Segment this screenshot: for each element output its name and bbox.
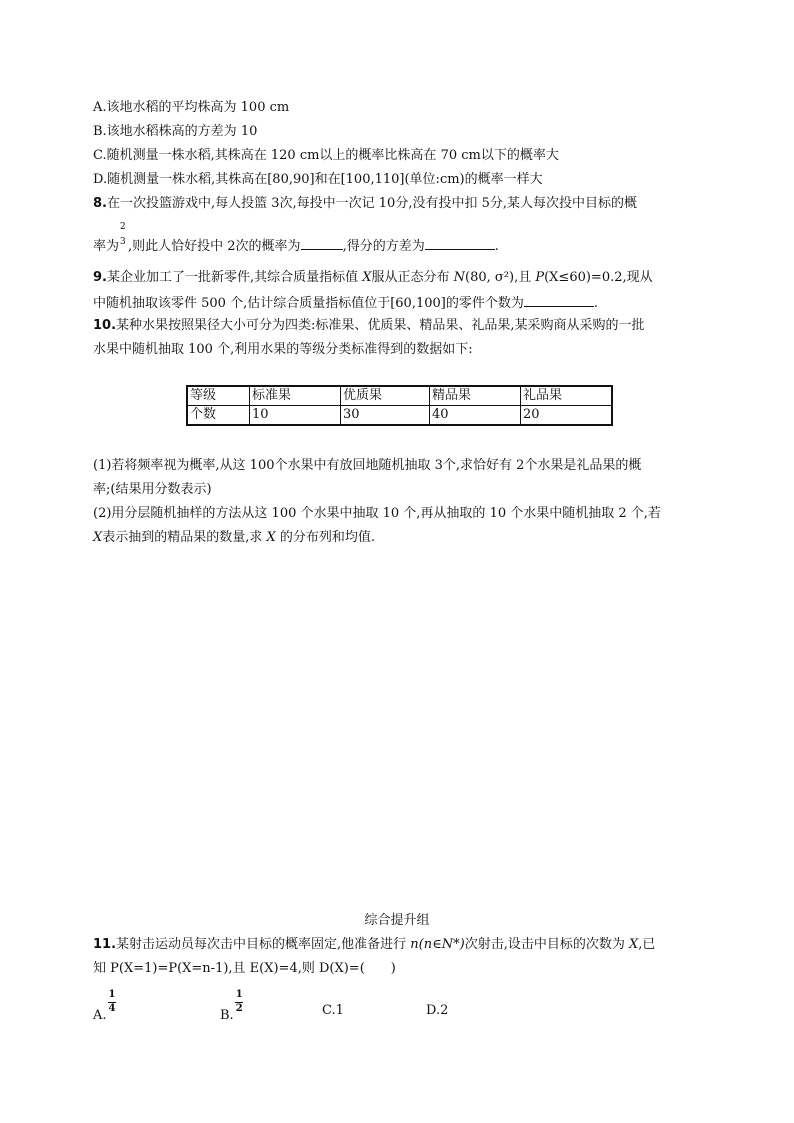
q10-part1-line2: 率;(结果用分数表示) (93, 482, 212, 497)
q8-blank-2[interactable] (425, 237, 495, 250)
option-a-prev: A.该地水稻的平均株高为 100 cm (93, 100, 290, 115)
table-header-cell: 优质果 (341, 386, 430, 406)
q9-var-p: P (535, 270, 545, 285)
q8-line2 (93, 222, 499, 255)
q10-line1 (93, 318, 645, 334)
q11-option-b-num: 1 (235, 989, 243, 1000)
q10-line2: 水果中随机抽取 100 个,利用水果的等级分类标准得到的数据如下: (93, 342, 473, 357)
table-cell: 个数 (187, 406, 250, 426)
q9-number: 9. (93, 270, 107, 285)
q11-option-d[interactable]: D.2 (426, 1003, 449, 1018)
table-cell: 30 (341, 406, 430, 426)
q11-option-b[interactable] (220, 989, 246, 1024)
q8-text-2d: . (494, 239, 499, 254)
q11-option-a[interactable] (93, 989, 119, 1024)
q10-var-x: X (93, 530, 103, 545)
q10-number: 10. (93, 318, 117, 333)
q10-text-2b: 的分布列和均值. (275, 530, 376, 545)
q8-blank-1[interactable] (301, 237, 343, 250)
q8-fraction (119, 222, 128, 250)
q9-blank[interactable] (524, 294, 594, 307)
option-c-prev: C.随机测量一株水稻,其株高在 120 cm以上的概率比株高在 70 cm以下的概率大 (93, 148, 559, 163)
table-header-cell: 等级 (187, 386, 250, 406)
q9-var-x: X (362, 270, 372, 285)
q11-text-1a: 某射击运动员每次击中目标的概率固定,他准备进行 (116, 937, 411, 952)
q8-fraction-den: 3 (120, 237, 126, 247)
q9-text-1a: 某企业加工了一批新零件,其综合质量指标值 (106, 270, 363, 285)
option-b-prev: B.该地水稻株高的方差为 10 (93, 124, 258, 139)
q10-part2-line1: (2)用分层随机抽样的方法从这 100 个水果中抽取 10 个,再从抽取的 10 个水果中随机抽取 2 个,若 (93, 506, 661, 521)
table-header-cell: 礼品果 (521, 386, 613, 406)
q8-fraction-num: 2 (120, 222, 126, 232)
q9-text-1c: (80, σ²),且 (465, 270, 536, 285)
q9-text-1b: 服从正态分布 (371, 270, 454, 285)
q11-line2: 知 P(X=1)=P(X=n-1),且 E(X)=4,则 D(X)=( ) (93, 961, 396, 976)
q10-text-1: 某种水果按照果径大小可分为四类:标准果、优质果、精品果、礼品果,某采购商从采购的一批 (116, 318, 645, 333)
q8-text-1: 在一次投篮游戏中,每人投篮 3次,每投中一次记 10分,没有投中扣 5分,某人每次投中目标的概 (106, 196, 637, 211)
q10-part1-line1: (1)若将频率视为概率,从这 100个水果中有放回地随机抽取 3个,求恰好有 2个水果是礼品果的概 (93, 458, 642, 473)
q10-text-2a: 表示抽到的精品果的数量,求 (102, 530, 267, 545)
q11-line1 (93, 937, 655, 953)
q11-var-x: X (628, 937, 639, 952)
table-header-cell: 标准果 (250, 386, 341, 406)
q9-var-n: N (453, 270, 466, 285)
table-header-cell: 精品果 (430, 386, 521, 406)
q8-text-2c: ,得分的方差为 (342, 239, 425, 254)
option-d-prev: D.随机测量一株水稻,其株高在[80,90]和在[100,110](单位:cm)的概率一样大 (93, 172, 543, 187)
table-cell: 40 (430, 406, 521, 426)
q9-text-2b: . (593, 296, 598, 311)
fruit-grade-table (186, 385, 613, 426)
table-row (187, 406, 612, 426)
q11-var-n: n(n∈N*) (410, 937, 465, 952)
q11-option-a-fraction (107, 989, 119, 1019)
table-header-row (187, 386, 612, 406)
q11-number: 11. (93, 937, 117, 952)
q11-text-1b: 次射击,设击中目标的次数为 (464, 937, 629, 952)
q10-part2-line2 (93, 530, 375, 546)
q11-option-b-fraction (234, 989, 246, 1019)
q11-text-1c: ,已 (638, 937, 656, 952)
q8-text-2b: ,则此人恰好投中 2次的概率为 (128, 239, 301, 254)
q9-text-1d: (X≤60)=0.2,现从 (544, 270, 653, 285)
q11-option-c[interactable]: C.1 (322, 1003, 344, 1018)
q11-option-b-den: 2 (235, 1003, 243, 1014)
table-cell: 20 (521, 406, 613, 426)
q11-option-a-num: 1 (108, 989, 116, 1000)
section-title: 综合提升组 (364, 913, 430, 928)
q11-option-a-den: 4 (108, 1003, 116, 1014)
q9-line1 (93, 270, 653, 286)
q9-text-2a: 中随机抽取该零件 500 个,估计综合质量指标值位于[60,100]的零件个数为 (93, 296, 524, 311)
q8-text-2a: 率为 (93, 239, 120, 254)
q9-line2 (93, 294, 598, 312)
q11-option-a-label: A. (93, 1008, 107, 1023)
q8-line1 (93, 196, 637, 212)
q10-var-x-2: X (266, 530, 276, 545)
q8-number: 8. (93, 196, 107, 211)
table-cell: 10 (250, 406, 341, 426)
q11-option-b-label: B. (220, 1008, 234, 1023)
